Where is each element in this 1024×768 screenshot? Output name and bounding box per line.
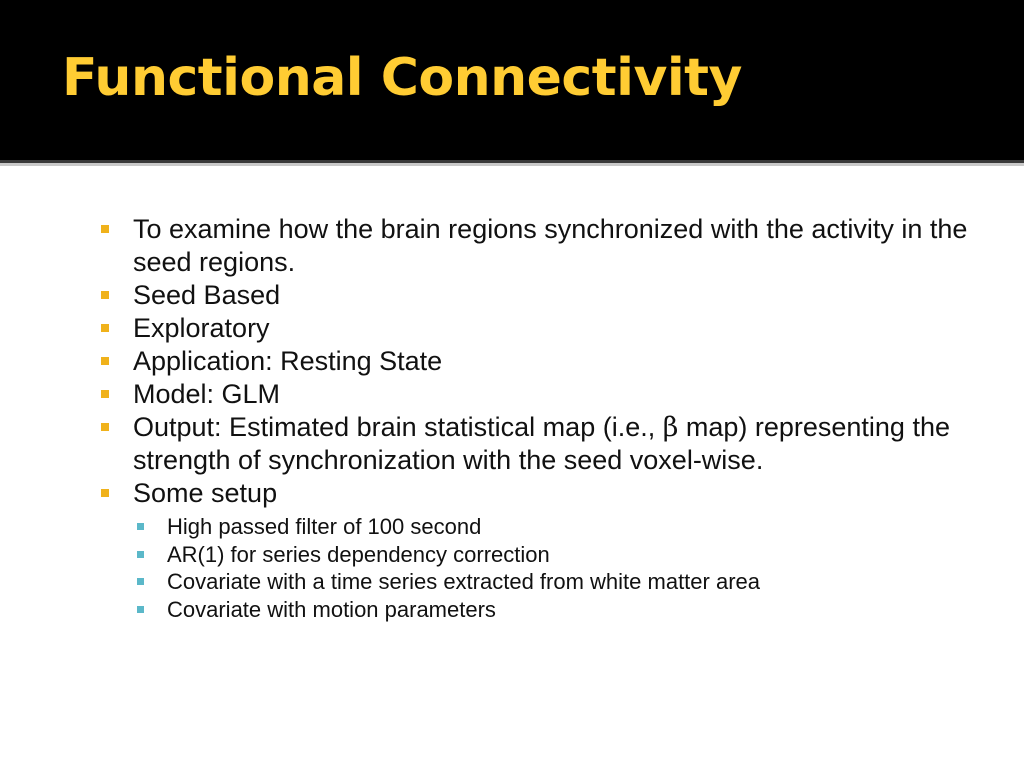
bullet-text-suffix: map) representing the strength of synchronization with the seed voxel-wise. xyxy=(133,412,950,475)
bullet-text: Exploratory xyxy=(133,313,270,343)
square-bullet-icon xyxy=(101,489,109,497)
sub-bullet-item xyxy=(133,568,978,596)
bullet-text: Some setup xyxy=(133,478,278,508)
sub-bullet-item xyxy=(133,513,978,541)
bullet-text: Application: Resting State xyxy=(133,346,443,376)
bullet-text-prefix: Output: Estimated brain statistical map (i.e., xyxy=(133,412,663,442)
square-bullet-icon xyxy=(137,523,144,530)
sub-bullet-text: Covariate with a time series extracted from white matter area xyxy=(167,569,761,594)
bullet-item xyxy=(98,411,978,477)
bullet-item xyxy=(98,477,978,623)
sub-bullet-item xyxy=(133,596,978,624)
sub-bullet-item xyxy=(133,541,978,569)
bullet-item xyxy=(98,345,978,378)
sub-bullet-text: Covariate with motion parameters xyxy=(167,596,496,622)
sub-bullet-text: High passed filter of 100 second xyxy=(167,514,482,539)
bullet-item xyxy=(98,378,978,411)
slide-body xyxy=(98,213,978,623)
bullet-text: Model: GLM xyxy=(133,379,281,409)
beta-symbol: β xyxy=(662,412,679,443)
bullet-text: To examine how the brain regions synchronized with the activity in the seed regions. xyxy=(133,214,968,277)
bullet-item xyxy=(98,279,978,312)
square-bullet-icon xyxy=(101,357,109,365)
square-bullet-icon xyxy=(101,225,109,233)
bullet-list xyxy=(98,213,978,623)
square-bullet-icon xyxy=(101,423,109,431)
square-bullet-icon xyxy=(137,606,144,613)
square-bullet-icon xyxy=(101,390,109,398)
title-bar xyxy=(0,0,1024,160)
square-bullet-icon xyxy=(101,291,109,299)
square-bullet-icon xyxy=(101,324,109,332)
slide-title: Functional Connectivity xyxy=(62,48,742,108)
square-bullet-icon xyxy=(137,578,144,585)
square-bullet-icon xyxy=(137,551,144,558)
bullet-item xyxy=(98,312,978,345)
header-divider-light xyxy=(0,163,1024,166)
bullet-text: Seed Based xyxy=(133,280,281,310)
bullet-item xyxy=(98,213,978,279)
sub-bullet-list xyxy=(133,513,978,623)
sub-bullet-text: AR(1) for series dependency correction xyxy=(167,541,550,567)
